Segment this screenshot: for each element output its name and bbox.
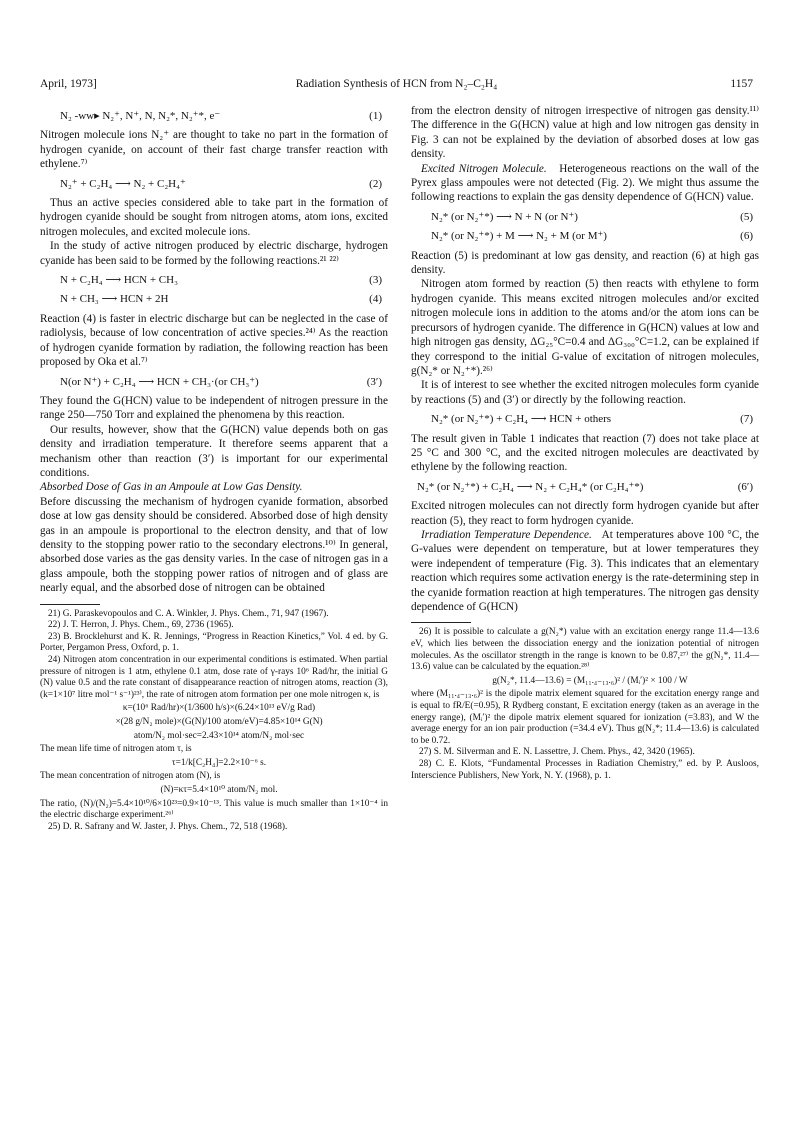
footnote-text: The ratio, (N)/(N₂)=5.4×10¹⁰/6×10²³=0.9×10⁻¹³. This value is much smaller than 1×10⁻⁴ in the electric discharge experiment.²⁶⁾ — [40, 798, 388, 821]
footnote-23: 23) B. Brocklehurst and K. R. Jennings, “Progress in Reaction Kinetics,” Vol. 4 ed. by G. Porter, Pergamon Press, Oxford, p. 1. — [40, 631, 388, 654]
equation-text: N₂* (or N₂⁺*) + C₂H₄ ⟶ HCN + others — [431, 413, 612, 426]
equation-number: (3′) — [366, 375, 382, 388]
equation-6prime — [417, 480, 759, 494]
paragraph: Our results, however, show that the G(HCN) value depends both on gas density and irradiation temperature. It therefore seems apparent that a mechanism other than reaction (3′) is important for our experimental conditions. — [40, 423, 388, 479]
paragraph-text: Heterogeneous reactions on the wall of the Pyrex glass ampoules were not detected (Fig. 2). We might thus assume the following reactions to explain the gas density dependence of G(HCN) value. — [411, 162, 759, 204]
footnote-27: 27) S. M. Silverman and E. N. Lassettre, J. Chem. Phys., 42, 3420 (1965). — [419, 747, 695, 758]
paragraph: They found the G(HCN) value to be independent of nitrogen pressure in the range 250—750 Torr and explained the phenomena by this reaction. — [40, 394, 388, 422]
paragraph — [411, 528, 759, 614]
footnote-rule — [411, 622, 471, 623]
footnote-equation: atom/N₂ mol·sec=2.43×10¹⁴ atom/N₂ mol·sec — [133, 730, 305, 741]
equation-number: (7) — [740, 413, 753, 426]
footnote-text: where (M₁₁.₄₋₁₃.₆)² is the dipole matrix element squared for the excitation energy range and is equal to fR/E(=0.95), R Rydberg constant, E excitation energy (taken as an average in the energy range), (Mᵢ′)² the dipole matrix element squared for ionization (=3.83), and W the average energy for an ion pair production (=34.4 eV). Thus g(N₂*; 11.4—13.6) is calculated to be 0.72. — [411, 689, 759, 746]
equation-4 — [60, 292, 388, 306]
paragraph-text: At temperatures above 100 °C, the G-values were dependent on temperature, but at lower temperatures they were independent of temperature (Fig. 3). This indicates that an elementary reaction which requires some activation energy is the rate-determining step in the cyanide formation reaction at high temperatures. The nitrogen gas density dependence of G(HCN) — [411, 528, 759, 613]
footnote-22: 22) J. T. Herron, J. Phys. Chem., 69, 2736 (1965). — [48, 620, 234, 631]
paragraph: Thus an active species considered able to take part in the formation of hydrogen cyanide should be sought from nitrogen atoms, atom ions, excited nitrogen molecules, and excited molecule ions. — [40, 197, 388, 238]
paragraph: Before discussing the mechanism of hydrogen cyanide formation, absorbed dose at low gas density should be considered. Absorbed dose of high density gas in an ampoule is proportional to the electron density, and that of low density to the stopping power ratio to the secondary electrons.¹⁰⁾ In general, absorbed dose varies as the gas density varies. In the case of nitrogen gas in a glass ampoule, both the stopping power ratios of nitrogen and of glass are nearly equal, and the absorbed dose of nitrogen can be obtained — [40, 495, 388, 595]
equation-3prime — [60, 375, 388, 389]
equation-number: (1) — [369, 110, 382, 122]
footnote-28: 28) C. E. Klots, “Fundamental Processes in Radiation Chemistry,” ed. by P. Ausloos, Interscience Publishers, New York, N. Y. (1968), p. 1. — [411, 758, 759, 781]
running-header — [40, 78, 753, 94]
section-heading: Irradiation Temperature Dependence. — [421, 528, 592, 541]
equation-text: N + C₂H₄ ⟶ HCN + CH₃ — [60, 274, 178, 287]
right-column — [411, 104, 759, 782]
equation-number: (6) — [740, 230, 753, 243]
section-heading: Excited Nitrogen Molecule. — [421, 162, 547, 175]
equation-3 — [60, 273, 388, 287]
footnote-equation: κ=(10⁶ Rad/hr)×(1/3600 h/s)×(6.24×10¹³ eV/g Rad) — [122, 703, 316, 714]
paragraph: It is of interest to see whether the excited nitrogen molecules form cyanide by reactions (5) and (3′) or directly by the following reaction. — [411, 379, 759, 406]
left-column — [40, 104, 388, 833]
equation-text: N₂ -ww▸ N₂⁺, N⁺, N, N₂*, N₂⁺*, e⁻ — [60, 110, 221, 122]
footnote-text: The mean life time of nitrogen atom τ, is — [40, 744, 192, 755]
paragraph: Reaction (4) is faster in electric discharge but can be neglected in the case of radiolysis, because of low concentration of active species.²⁴⁾ As the reaction of hydrogen cyanide formation by radiation, the following reaction has been proposed by Oka et al.⁷⁾ — [40, 312, 388, 369]
footnote-equation: g(N₂*, 11.4—13.6) = (M₁₁.₄₋₁₃.₆)² / (Mᵢ′)² × 100 / W — [492, 675, 688, 686]
equation-text: N(or N⁺) + C₂H₄ ⟶ HCN + CH₃·(or CH₃⁺) — [60, 375, 259, 388]
footnote-26: 26) It is possible to calculate a g(N₂*) value with an excitation energy range 11.4—13.6 eV, which lies between the dissociation energy and the ionization potential of nitrogen molecules. As the oscillator strength in the range is known to be 0.87,²⁷⁾ the g(N₂*, 11.4—13.6) value can be calculated by the equation.²⁸⁾ — [411, 627, 759, 673]
page-number: 1157 — [730, 78, 753, 90]
equation-number: (2) — [369, 177, 382, 190]
equation-5 — [431, 210, 759, 224]
equation-text: N₂* (or N₂⁺*) ⟶ N + N (or N⁺) — [431, 210, 578, 223]
paragraph: from the electron density of nitrogen irrespective of nitrogen gas density.¹¹⁾ The difference in the G(HCN) value at high and low nitrogen gas density in Fig. 3 can not be explained by the deviation of absorbed doses at low gas density. — [411, 105, 759, 161]
paragraph — [411, 162, 759, 205]
equation-number: (3) — [369, 274, 382, 287]
paragraph: Excited nitrogen molecules can not directly form hydrogen cyanide but after reaction (5), they react to form hydrogen cyanide. — [411, 500, 759, 527]
footnote-rule — [40, 604, 100, 605]
footnote-24: 24) Nitrogen atom concentration in our experimental conditions is estimated. When partial pressure of nitrogen is 1 atm, ethylene 0.1 atm, dose rate of γ-rays 10⁶ Rad/hr, the initial G (N) value 0.5 and the rate constant of disappearance reaction of nitrogen atoms, reaction (3), (k=1×10⁷ litre mol⁻¹ s⁻¹)²³⁾, the rate of nitrogen atom formation per one mole nitrogen κ, is — [40, 654, 388, 700]
paragraph: Nitrogen atom formed by reaction (5) then reacts with ethylene to form hydrogen cyanide. This means excited nitrogen molecules and/or excited nitrogen molecule ions in addition to the atoms and/or the atom ions can be precursors of hydrogen cyanide. The difference in G(HCN) values at low and high nitrogen gas density, ΔG₂₅°C=0.4 and ΔG₃₀₀°C=1.2, can be explained if they correspond to the initial G-value of excitation of nitrogen molecules, g(N₂* or N₂⁺*).²⁶⁾ — [411, 278, 759, 377]
equation-7 — [431, 412, 759, 426]
footnote-25: 25) D. R. Safrany and W. Jaster, J. Phys. Chem., 72, 518 (1968). — [48, 821, 288, 832]
equation-text: N + CH₃ ⟶ HCN + 2H — [60, 293, 169, 306]
paragraph: Nitrogen molecule ions N₂⁺ are thought to take no part in the formation of hydrogen cyanide, on account of their fast charge transfer reaction with ethylene.⁷⁾ — [40, 129, 388, 171]
header-date: April, 1973] — [40, 78, 97, 90]
equation-1 — [60, 109, 388, 123]
section-heading: Absorbed Dose of Gas in an Ampoule at Low Gas Density. — [40, 481, 303, 494]
equation-number: (5) — [740, 210, 753, 223]
equation-6 — [431, 229, 759, 243]
paragraph — [40, 480, 388, 494]
equation-number: (4) — [369, 293, 382, 306]
paragraph: The result given in Table 1 indicates that reaction (7) does not take place at 25 °C and 300 °C, and the excited nitrogen molecules are deactivated by ethylene by the following reaction. — [411, 432, 759, 474]
footnote-21: 21) G. Paraskevopoulos and C. A. Winkler, J. Phys. Chem., 71, 947 (1967). — [48, 608, 329, 619]
footnote-text: The mean concentration of nitrogen atom (N), is — [40, 771, 221, 782]
paragraph: In the study of active nitrogen produced by electric discharge, hydrogen cyanide has been said to be formed by the following reactions.²¹ ²²⁾ — [40, 240, 388, 267]
paragraph: Reaction (5) is predominant at low gas density, and reaction (6) at high gas density. — [411, 249, 759, 277]
footnote-equation: ×(28 g/N₂ mole)×(G(N)/100 atom/eV)=4.85×10¹⁴ G(N) — [115, 716, 323, 727]
footnote-equation: τ=1/k[C₂H₄]=2.2×10⁻⁶ s. — [171, 757, 267, 768]
footnote-equation: (N)=κτ=5.4×10¹⁰ atom/N₂ mol. — [160, 784, 278, 795]
equation-number: (6′) — [737, 480, 753, 493]
equation-2 — [60, 177, 388, 191]
equation-text: N₂* (or N₂⁺*) + M ⟶ N₂ + M (or M⁺) — [431, 230, 607, 243]
equation-text: N₂* (or N₂⁺*) + C₂H₄ ⟶ N₂ + C₂H₄* (or C₂H₄⁺*) — [417, 480, 644, 493]
header-title: Radiation Synthesis of HCN from N₂–C₂H₄ — [295, 78, 498, 90]
equation-text: N₂⁺ + C₂H₄ ⟶ N₂ + C₂H₄⁺ — [60, 177, 186, 190]
